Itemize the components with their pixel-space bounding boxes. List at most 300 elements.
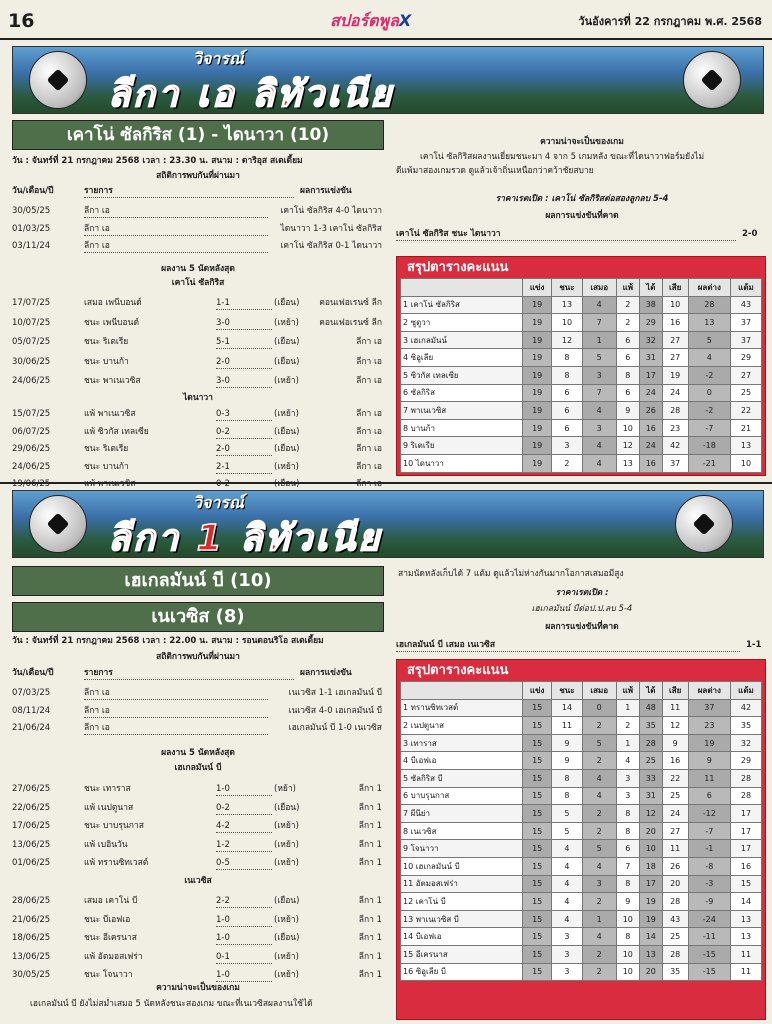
form-venue: (เหย้า) [274,914,299,925]
stat-cell: -24 [688,910,730,928]
stat-cell: 12 [552,331,582,349]
stat-cell: 7 [582,384,616,402]
stat-cell: 23 [688,717,730,735]
form-venue: (เหย้า) [274,821,299,831]
analysis-title: ความน่าจะเป็นของเกม [540,137,624,147]
form-venue: (เหย้า) [274,461,299,472]
banner-liga-1 [12,490,764,558]
banner-title: ลีกา 1 ลิทัวเนีย [108,518,383,558]
stat-cell: 17 [730,840,761,858]
form-match: ชนะ บีเอฟเอ [84,914,131,925]
column-header: เสีย [662,279,688,297]
stat-cell: 6 [552,402,582,420]
table-row [401,402,762,420]
form-competition: ลีกา 1 [358,970,382,980]
form-match: ชนะ บานก้า [84,356,129,367]
stat-cell: 19 [662,366,688,384]
standings-header-row [401,279,762,297]
table-row [401,893,762,911]
form-venue: (เหย้า) [274,376,299,386]
column-header: แข่ง [523,279,552,297]
form-date: 17/06/25 [12,821,51,831]
col-comp: รายการ [84,186,294,198]
form-venue: (เหย้า) [274,970,299,980]
form-date: 24/06/25 [12,376,51,386]
team-cell: 5 ซัลกิริส บี [401,769,523,787]
banner-subtitle: วิจารณ์ [193,49,244,68]
form-date: 19/06/25 [12,479,51,489]
table-row [401,787,762,805]
form-competition: ลีกา 1 [358,933,382,943]
table-row [401,296,762,314]
form-date: 24/06/25 [12,461,51,472]
stat-cell: 28 [662,402,688,420]
form-match: แพ้ ซิวกัส เทลเซีย [84,426,149,437]
stat-cell: 27 [662,331,688,349]
form-score: 0-5 [216,858,272,870]
stat-cell: 4 [582,437,616,455]
stat-cell: 15 [523,840,552,858]
form-score: 1-2 [216,840,272,852]
stat-cell: -2 [688,366,730,384]
stat-cell: 10 [552,314,582,332]
form-match: ชนะ ริเตเรีย [84,444,129,454]
newspaper-logo [330,9,411,34]
stat-cell: 7 [616,857,639,875]
form-venue: (เยือน) [274,933,300,943]
stat-cell: 6 [616,840,639,858]
stat-cell: 8 [616,928,639,946]
form-score: 5-1 [216,337,272,349]
stat-cell: 3 [616,787,639,805]
form-competition: ลีกา 1 [358,858,382,868]
table-row [401,734,762,752]
stat-cell: 4 [552,840,582,858]
h2h-date: 30/05/25 [12,206,51,216]
stat-cell: 8 [552,769,582,787]
form-competition: ลีกา เอ [356,409,382,419]
form-score: 2-1 [216,462,272,474]
form-score: 3-0 [216,376,272,388]
column-header: ได้ [639,682,662,700]
stat-cell: 4 [582,769,616,787]
form-venue: (เหย้า) [274,839,299,850]
form-match: ชนะ บาบรุนกาส [84,821,144,831]
stat-cell: 28 [639,734,662,752]
form-competition: ลีกา เอ [356,444,382,454]
team-cell: 2 ซูดูวา [401,314,523,332]
h2h-competition: ลีกา เอ [84,706,268,718]
stat-cell: 26 [662,857,688,875]
form-score: 2-0 [216,357,272,369]
team-cell: 4 ซิอูเลีย [401,349,523,367]
form-venue: (เยือน) [274,298,300,308]
stat-cell: 19 [523,366,552,384]
form-venue: (เยือน) [274,426,300,437]
table-row [401,699,762,717]
form-date: 13/06/25 [12,839,51,850]
stat-cell: 38 [639,296,662,314]
form-match: แพ้ เบอินวัน [84,839,128,850]
stat-cell: 9 [552,734,582,752]
stat-cell: 1 [582,331,616,349]
stat-cell: 19 [523,314,552,332]
form-competition: ลีกา เอ [356,356,382,367]
column-header: แข่ง [523,682,552,700]
col-comp: รายการ [84,668,294,680]
table-row [401,384,762,402]
stat-cell: 8 [552,349,582,367]
predict-result: เคาโน่ ซัลกิริส ชนะ ไดนาวา [396,229,736,241]
stat-cell: 26 [639,402,662,420]
stat-cell: 10 [616,945,639,963]
stat-cell: 27 [662,822,688,840]
stat-cell: -12 [688,805,730,823]
h2h-date: 07/03/25 [12,688,51,698]
team-a-name: เคาโน่ ซัลกิริส [171,278,225,288]
stat-cell: 28 [662,893,688,911]
form-date: 06/07/25 [12,426,51,437]
form-date: 15/07/25 [12,409,51,419]
stat-cell: 10 [616,910,639,928]
stat-cell: 42 [662,437,688,455]
stat-cell: 10 [639,840,662,858]
stat-cell: 2 [616,717,639,735]
stat-cell: 8 [552,787,582,805]
form-competition: ลีกา 1 [358,914,382,925]
stat-cell: 17 [639,875,662,893]
analysis-line-1: เฮเกลมันน์ บี ยังไม่สม่ำเสมอ 5 นัดหลังชนะสองเกม ขณะที่เนเวซิสผลงานใช้ได้ [30,999,313,1009]
stat-cell: 18 [639,857,662,875]
form-competition: ลีกา 1 [358,951,382,962]
table-row [401,314,762,332]
team-b-name: เนเวซิส [184,876,212,886]
stat-cell: 6 [616,349,639,367]
form-date: 27/06/25 [12,784,51,794]
stat-cell: 5 [552,822,582,840]
stat-cell: 15 [523,699,552,717]
table-row [401,945,762,963]
predict-title: ผลการแข่งขันที่คาด [545,211,619,221]
stat-cell: 12 [639,805,662,823]
team-cell: 7 พาเนเวซิส [401,402,523,420]
stat-cell: 19 [639,893,662,911]
stat-cell: 16 [639,419,662,437]
stat-cell: 19 [639,910,662,928]
form-competition: ลีกา 1 [358,784,382,794]
stat-cell: 20 [639,822,662,840]
stat-cell: 4 [582,402,616,420]
form-date: 01/06/25 [12,858,51,868]
football-icon [29,51,87,109]
predict-score: 2-0 [742,229,758,239]
table-row [401,963,762,981]
stat-cell: 2 [582,805,616,823]
form-venue: (เยือน) [274,896,300,906]
form-date: 30/06/25 [12,356,51,367]
table-row [401,437,762,455]
stat-cell: 1 [582,910,616,928]
column-header: เสมอ [582,279,616,297]
form-match: ชนะ ริเตเรีย [84,337,129,347]
table-row [401,928,762,946]
stat-cell: 19 [523,296,552,314]
stat-cell: 13 [552,296,582,314]
stat-cell: 16 [662,752,688,770]
stat-cell: 43 [662,910,688,928]
stat-cell: 2 [582,752,616,770]
stat-cell: 15 [523,752,552,770]
h2h-title: สถิติการพบกันที่ผ่านมา [156,171,240,181]
column-header: เสีย [662,682,688,700]
stat-cell: 19 [523,402,552,420]
form-competition: คอนเฟอเรนซ์ ลีก [319,298,382,308]
stat-cell: 12 [662,717,688,735]
form-venue: (เหย้า) [274,858,299,868]
table-row [401,419,762,437]
form-match: แพ้ พาเนเวซิส [84,479,136,489]
form-score: 2-0 [216,444,272,456]
stat-cell: 10 [662,296,688,314]
stat-cell: 32 [730,734,761,752]
stat-cell: -1 [688,840,730,858]
stat-cell: 37 [662,454,688,472]
stat-cell: 33 [639,769,662,787]
stat-cell: 29 [639,314,662,332]
football-icon [683,51,741,109]
stat-cell: -7 [688,822,730,840]
stat-cell: 15 [523,857,552,875]
stat-cell: 17 [730,822,761,840]
form-match: แพ้ อัตมอสเฟร่า [84,951,143,962]
stat-cell: 4 [552,875,582,893]
form-match: ชนะ เทาราส [84,784,131,794]
stat-cell: 2 [616,296,639,314]
column-header: ได้ [639,279,662,297]
match-info: วัน : จันทร์ที่ 21 กรกฎาคม 2568 เวลา : 22.00 น. สนาม : รอนดอนริโอ สเตเดี้ยม [12,636,324,646]
stat-cell: 2 [582,822,616,840]
stat-cell: -2 [688,402,730,420]
stat-cell: 10 [616,963,639,981]
h2h-date: 08/11/24 [12,705,51,716]
stat-cell: 1 [616,699,639,717]
stat-cell: 25 [730,384,761,402]
stat-cell: 9 [662,734,688,752]
stat-cell: 13 [730,928,761,946]
stat-cell: 15 [523,717,552,735]
stat-cell: 17 [730,805,761,823]
form-competition: ลีกา 1 [358,802,382,813]
banner-subtitle: วิจารณ์ [193,493,244,512]
stat-cell: 24 [639,437,662,455]
stat-cell: 13 [730,910,761,928]
team-cell: 3 เฮเกลมันน์ [401,331,523,349]
form-competition: คอนเฟอเรนซ์ ลีก [319,317,382,328]
stat-cell: 19 [523,331,552,349]
stat-cell: 3 [616,769,639,787]
stat-cell: -15 [688,945,730,963]
stat-cell: 24 [662,805,688,823]
header-team [401,279,523,297]
team-cell: 16 ซิอูเลีย บี [401,963,523,981]
stat-cell: 15 [523,805,552,823]
h2h-competition: ลีกา เอ [84,723,268,735]
team-cell: 8 บานก้า [401,419,523,437]
column-header: แต้ม [730,279,761,297]
stat-cell: 19 [523,437,552,455]
stat-cell: 14 [730,893,761,911]
stat-cell: -7 [688,419,730,437]
stat-cell: 7 [582,314,616,332]
form-date: 18/06/25 [12,933,51,943]
stat-cell: 15 [523,822,552,840]
form-date: 17/07/25 [12,298,51,308]
stat-cell: 31 [639,787,662,805]
column-header: ชนะ [552,682,582,700]
table-row [401,349,762,367]
stat-cell: 24 [639,384,662,402]
analysis-line-2: สามนัดหลังเก็บได้ 7 แต้ม ดูแล้วไม่ห่างกันมากโอกาสเสมอมีสูง [398,569,624,579]
stat-cell: 5 [582,840,616,858]
issue-date: วันอังคารที่ 22 กรกฎาคม พ.ศ. 2568 [578,15,762,28]
col-result: ผลการแข่งขัน [300,186,352,196]
form-score: 1-0 [216,933,272,945]
column-header: ผลต่าง [688,279,730,297]
price-title: ราคาเรตเปิด : [555,588,609,598]
table-row [401,857,762,875]
stat-cell: 5 [582,349,616,367]
analysis-line-1: เคาโน่ ซัลกิริสผลงานเยี่ยมชนะมา 4 จาก 5 เกมหลัง ขณะที่ไดนาวาฟอร์มยังไม่ [420,152,705,162]
stat-cell: 9 [616,402,639,420]
team-cell: 15 อีเครนาส [401,945,523,963]
stat-cell: 13 [616,454,639,472]
form-match: เสมอ เคาโน่ บี [84,896,138,906]
stat-cell: 4 [582,857,616,875]
form-match: เสมอ เพนีบอนด์ [84,298,142,308]
stat-cell: 17 [639,366,662,384]
form-date: 10/07/25 [12,317,51,328]
stat-cell: 9 [616,893,639,911]
stat-cell: 28 [662,945,688,963]
column-header: แพ้ [616,279,639,297]
away-team-title: เนเวซิส (8) [12,602,384,632]
stat-cell: 2 [582,717,616,735]
team-cell: 5 ซิวกัส เทลเซีย [401,366,523,384]
form-score: 0-1 [216,952,272,964]
stat-cell: 35 [639,717,662,735]
form-score: 1-1 [216,298,272,310]
stat-cell: 35 [730,717,761,735]
col-date: วัน/เดือน/ปี [12,668,54,678]
form-title: ผลงาน 5 นัดหลังสุด [161,264,235,274]
h2h-result: เคาโน่ ซัลกิริส 4-0 ไดนาวา [280,206,382,216]
team-cell: 3 เทาราส [401,734,523,752]
stat-cell: 5 [582,734,616,752]
stat-cell: 6 [552,419,582,437]
form-match: ชนะ พาเนเวซิส [84,376,141,386]
stat-cell: 6 [688,787,730,805]
stat-cell: 20 [639,963,662,981]
football-icon [29,495,87,553]
team-cell: 2 เนปตูนาส [401,717,523,735]
stat-cell: 28 [730,769,761,787]
form-score: 2-2 [216,896,272,908]
stat-cell: 19 [523,384,552,402]
stat-cell: 15 [523,875,552,893]
stat-cell: 2 [582,945,616,963]
form-competition: ลีกา เอ [356,376,382,386]
predict-result: เฮเกลมันน์ บี เสมอ เนเวซิส [396,640,740,652]
form-score: 0-2 [216,803,272,815]
stat-cell: 23 [662,419,688,437]
column-header: แพ้ [616,682,639,700]
stat-cell: 5 [688,331,730,349]
form-match: ชนะ อีเครนาส [84,933,137,943]
football-icon [675,495,733,553]
team-cell: 11 อัตมอสเฟร่า [401,875,523,893]
stat-cell: 3 [582,875,616,893]
page-header [0,0,772,40]
stat-cell: 13 [730,437,761,455]
stat-cell: 11 [662,840,688,858]
team-cell: 1 ทรานซิทเวสต์ [401,699,523,717]
standings-title: สรุปตารางคะแนน [397,257,765,279]
team-cell: 1 เคาโน่ ซัลกิริส [401,296,523,314]
stat-cell: 16 [662,314,688,332]
table-row [401,769,762,787]
h2h-result: เนเวซิส 1-1 เฮเกลมันน์ บี [288,688,382,698]
form-score: 1-0 [216,784,272,796]
h2h-result: ไดนาวา 1-3 เคาโน่ ซัลกิริส [280,223,382,234]
form-venue: (เยือน) [274,479,300,489]
table-row [401,454,762,472]
table-row [401,822,762,840]
stat-cell: 48 [639,699,662,717]
stat-cell: 15 [523,893,552,911]
col-result: ผลการแข่งขัน [300,668,352,678]
stat-cell: 11 [552,717,582,735]
logo-main: สปอร์ตพูล [330,11,399,30]
stat-cell: 31 [639,349,662,367]
h2h-title: สถิติการพบกันที่ผ่านมา [156,652,240,662]
header-team [401,682,523,700]
team-cell: 12 เคาโน่ บี [401,893,523,911]
form-competition: ลีกา เอ [356,426,382,437]
table-row [401,752,762,770]
team-cell: 7 ผีนีย่า [401,805,523,823]
stat-cell: 8 [616,805,639,823]
table-row [401,805,762,823]
stat-cell: 16 [639,454,662,472]
team-cell: 10 ไดนาวา [401,454,523,472]
stat-cell: 22 [730,402,761,420]
stat-cell: -18 [688,437,730,455]
form-venue: (เหย้า) [274,409,299,419]
stat-cell: 22 [662,769,688,787]
stat-cell: 37 [730,314,761,332]
form-venue: (เยือน) [274,802,300,813]
stat-cell: -3 [688,875,730,893]
table-row [401,840,762,858]
home-team-title: เฮเกลมันน์ บี (10) [12,566,384,596]
page-number: 16 [8,10,35,32]
team-b-name: ไดนาวา [183,393,213,403]
form-competition: ลีกา 1 [358,839,382,850]
banner-liga-a [12,46,764,114]
form-date: 21/06/25 [12,914,51,925]
h2h-competition: ลีกา เอ [84,224,268,236]
stat-cell: 25 [662,787,688,805]
